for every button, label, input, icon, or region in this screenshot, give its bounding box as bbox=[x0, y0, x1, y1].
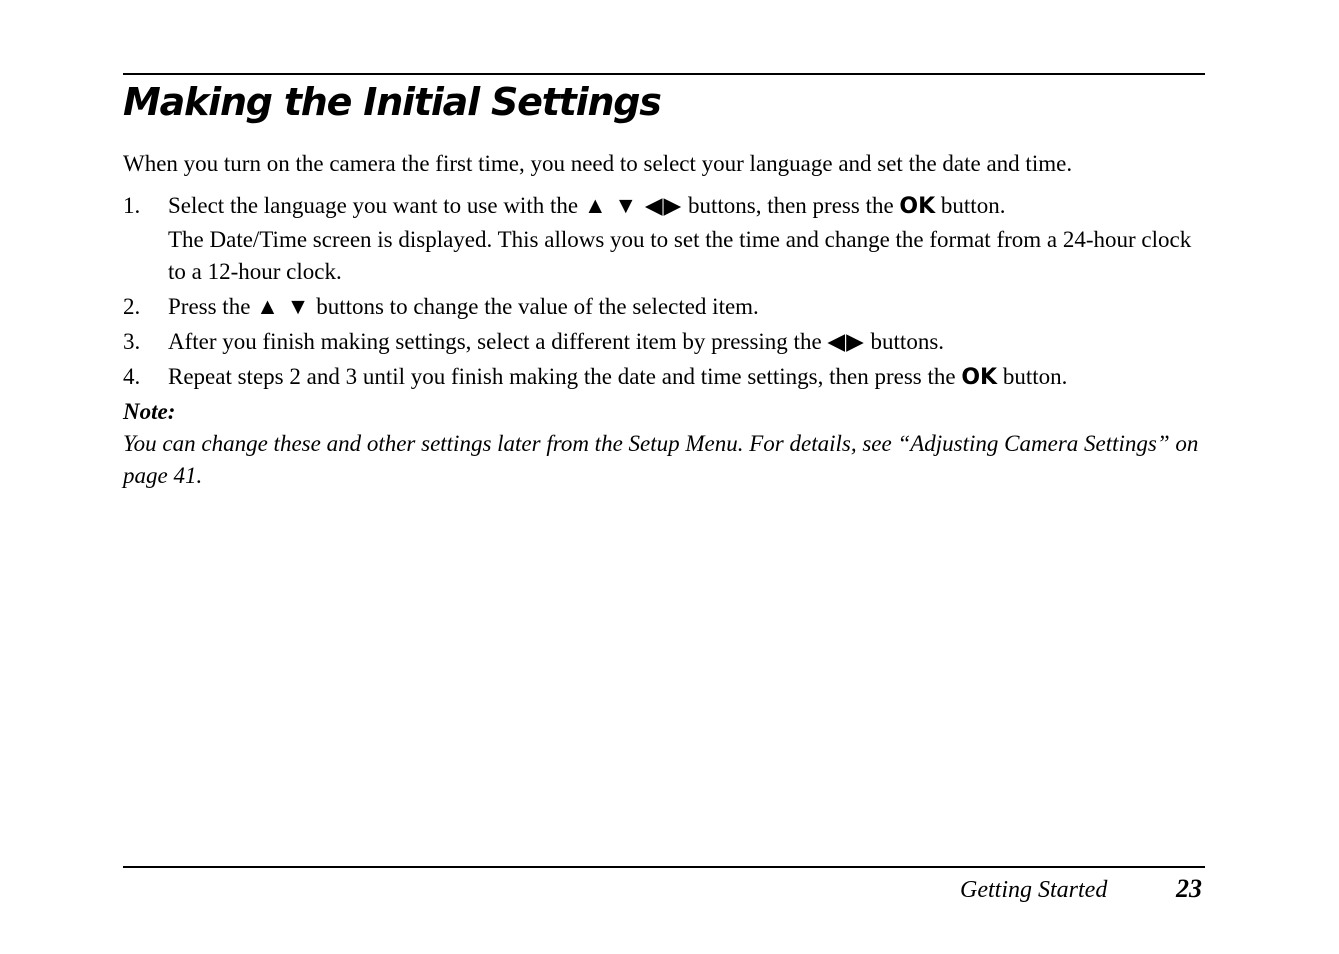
step-number: 2. bbox=[123, 294, 141, 319]
step-number: 3. bbox=[123, 329, 141, 354]
step-text: Press the ▲ ▼ buttons to change the value of the selected item. bbox=[168, 294, 759, 319]
ok-button-icon: OK bbox=[899, 194, 936, 219]
step-number: 4. bbox=[123, 364, 141, 389]
up-down-arrows-icon: ▲ ▼ bbox=[256, 294, 311, 319]
left-right-arrows-icon: ◀▶ bbox=[827, 329, 865, 354]
step-text: After you finish making settings, select a different item by pressing the ◀▶ buttons. bbox=[168, 329, 945, 354]
page-title: Making the Initial Settings bbox=[123, 80, 661, 124]
step-text: Select the language you want to use with the ▲ ▼ ◀▶ buttons, then press the OK button. bbox=[168, 193, 1006, 219]
step-number: 1. bbox=[123, 193, 141, 218]
intro-paragraph: When you turn on the camera the first time, you need to select your language and set the date and time. bbox=[123, 151, 1073, 176]
step-text: Repeat steps 2 and 3 until you finish making the date and time settings, then press the OK button. bbox=[168, 364, 1068, 390]
arrow-buttons-icon: ▲ ▼ ◀▶ bbox=[583, 193, 683, 218]
top-rule bbox=[123, 73, 1205, 75]
page-number: 23 bbox=[1176, 874, 1202, 903]
note-label: Note: bbox=[123, 399, 176, 424]
footer-section-title: Getting Started bbox=[960, 877, 1108, 903]
ok-button-icon: OK bbox=[961, 365, 998, 390]
note-text: You can change these and other settings later from the Setup Menu. For details, see “Adjusting Camera Settings” on page 41. bbox=[123, 431, 1199, 488]
step-1-continuation: The Date/Time screen is displayed. This allows you to set the time and change the format from a 24-hour clock to a 12-hour clock. bbox=[168, 227, 1192, 284]
bottom-rule bbox=[123, 866, 1205, 868]
